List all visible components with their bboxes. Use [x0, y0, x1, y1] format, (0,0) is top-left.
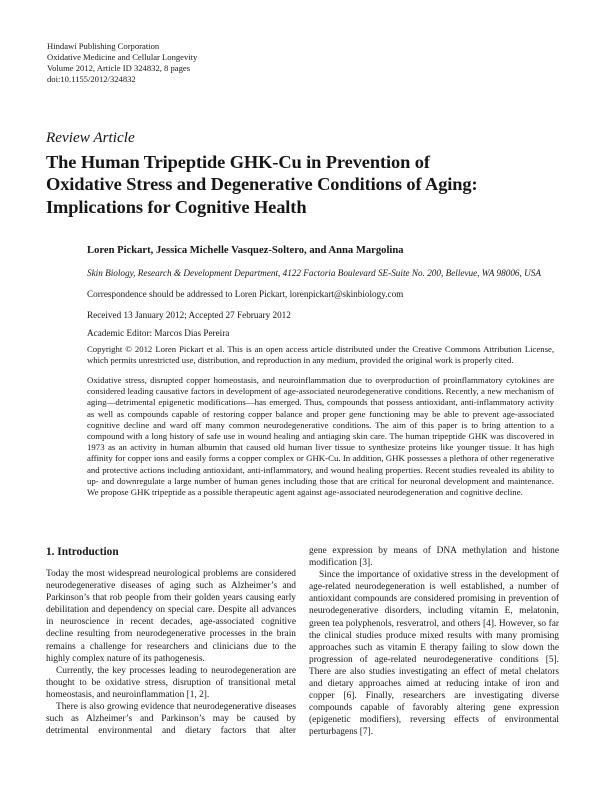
- publisher-block: [47, 41, 197, 85]
- correspondence-text: Correspondence should be addressed to Loren Pickart,: [87, 289, 290, 299]
- intro-paragraph-1: Today the most widespread neurological problems are considered neurodegenerative diseases of aging such as Alzheimer’s and Parkinson’s that rob people from their golden years causing early debilitation and dependency on special care. Despite all advances in neuroscience in recent decades, age-associated cognitive decline resulting from neurodegenerative processes in the brain remains a challenge for researchers and clinicians due to the highly complex nature of its pathogenesis.: [46, 569, 296, 664]
- left-column: [46, 545, 296, 739]
- article-title-line-2: Oxidative Stress and Degenerative Conditions of Aging:: [46, 174, 478, 195]
- article-type-label: Review Article: [46, 129, 135, 146]
- intro-paragraph-2: Currently, the key processes leading to neurodegeneration are thought to be oxidative stress, disruption of transitional metal homeostasis, and neuroinflammation [1, 2].: [46, 665, 296, 700]
- intro-paragraph-3: There is also growing evidence that neurodegenerative diseases such as Alzheimer’s and Parkinson’s may be caused by detrimental environmental and dietary factors that alter: [46, 702, 296, 737]
- journal-name: Oxidative Medicine and Cellular Longevity: [47, 52, 198, 62]
- received-accepted-dates: Received 13 January 2012; Accepted 27 February 2012: [87, 310, 291, 320]
- abstract-text: Oxidative stress, disrupted copper homeostasis, and neuroinflammation due to overproduction of proinflammatory cytokines are considered leading causative factors in development of age-associated neurodegenerative conditions. Recently, a new mechanism of aging—detrimental epigenetic modifications—has emerged. Thus, compounds that possess antioxidant, anti-inflammatory activity as well as compounds capable of restoring copper balance and proper gene functioning may be able to prevent age-associated cognitive decline and ward off many common neurodegenerative conditions. The aim of this paper is to bring attention to a compound with a long history of safe use in wound healing and antiaging skin care. The human tripeptide GHK was discovered in 1973 as an activity in human albumin that caused old human liver tissue to synthesize proteins like younger tissue. It has high affinity for copper ions and easily forms a copper complex or GHK-Cu. In addition, GHK possesses a plethora of other regenerative and protective actions including antioxidant, anti-inflammatory, and wound healing properties. Recent studies revealed its ability to up- and downregulate a large number of human genes including those that are critical for neuronal development and maintenance. We propose GHK tripeptide as a possible therapeutic agent against age-associated neurodegeneration and cognitive decline.: [87, 375, 554, 498]
- correspondence-email-link[interactable]: lorenpickart@skinbiology.com: [289, 289, 404, 299]
- article-body: [46, 545, 559, 739]
- right-column: [309, 545, 559, 739]
- volume-info: Volume 2012, Article ID 324832, 8 pages: [47, 63, 191, 73]
- affiliation-line: Skin Biology, Research & Development Department, 4122 Factoria Boulevard SE-Suite No. 200, Bellevue, WA 98006, USA: [87, 268, 541, 278]
- article-title: [46, 151, 566, 218]
- article-title-line-3: Implications for Cognitive Health: [46, 196, 307, 217]
- correspondence-line: [87, 289, 403, 299]
- academic-editor-line: Academic Editor: Marcos Dias Pereira: [87, 328, 230, 338]
- publisher-name: Hindawi Publishing Corporation: [47, 41, 160, 51]
- article-title-line-1: The Human Tripeptide GHK-Cu in Prevention of: [46, 152, 430, 172]
- authors-line: Loren Pickart, Jessica Michelle Vasquez-Soltero, and Anna Margolina: [87, 245, 404, 256]
- intro-paragraph-4: Since the importance of oxidative stress in the development of age-related neurodegeneration is well established, a number of antioxidant compounds are considered promising in prevention of neurodegenerative disorders, including vitamin E, melatonin, green tea polyphenols, resveratrol, and others [4]. However, so far the clinical studies produce mixed results with many promising approaches such as vitamin E therapy failing to slow down the progression of age-related neurodegenerative conditions [5]. There are also studies investigating an effect of metal chelators and dietary approaches aimed at reducing intake of iron and copper [6]. Finally, researchers are investigating diverse compounds capable of favorably altering gene expression (epigenetic modifiers), reversing effects of environmental perturbagens [7].: [309, 570, 559, 738]
- copyright-notice: Copyright © 2012 Loren Pickart et al. This is an open access article distributed under the Creative Commons Attribution License, which permits unrestricted use, distribution, and reproduction in any medium, provided the original work is properly cited.: [87, 344, 554, 366]
- doi: doi:10.1155/2012/324832: [47, 74, 136, 84]
- intro-paragraph-3-continued: gene expression by means of DNA methylation and histone modification [3].: [309, 546, 559, 569]
- section-heading-introduction: 1. Introduction: [46, 546, 119, 558]
